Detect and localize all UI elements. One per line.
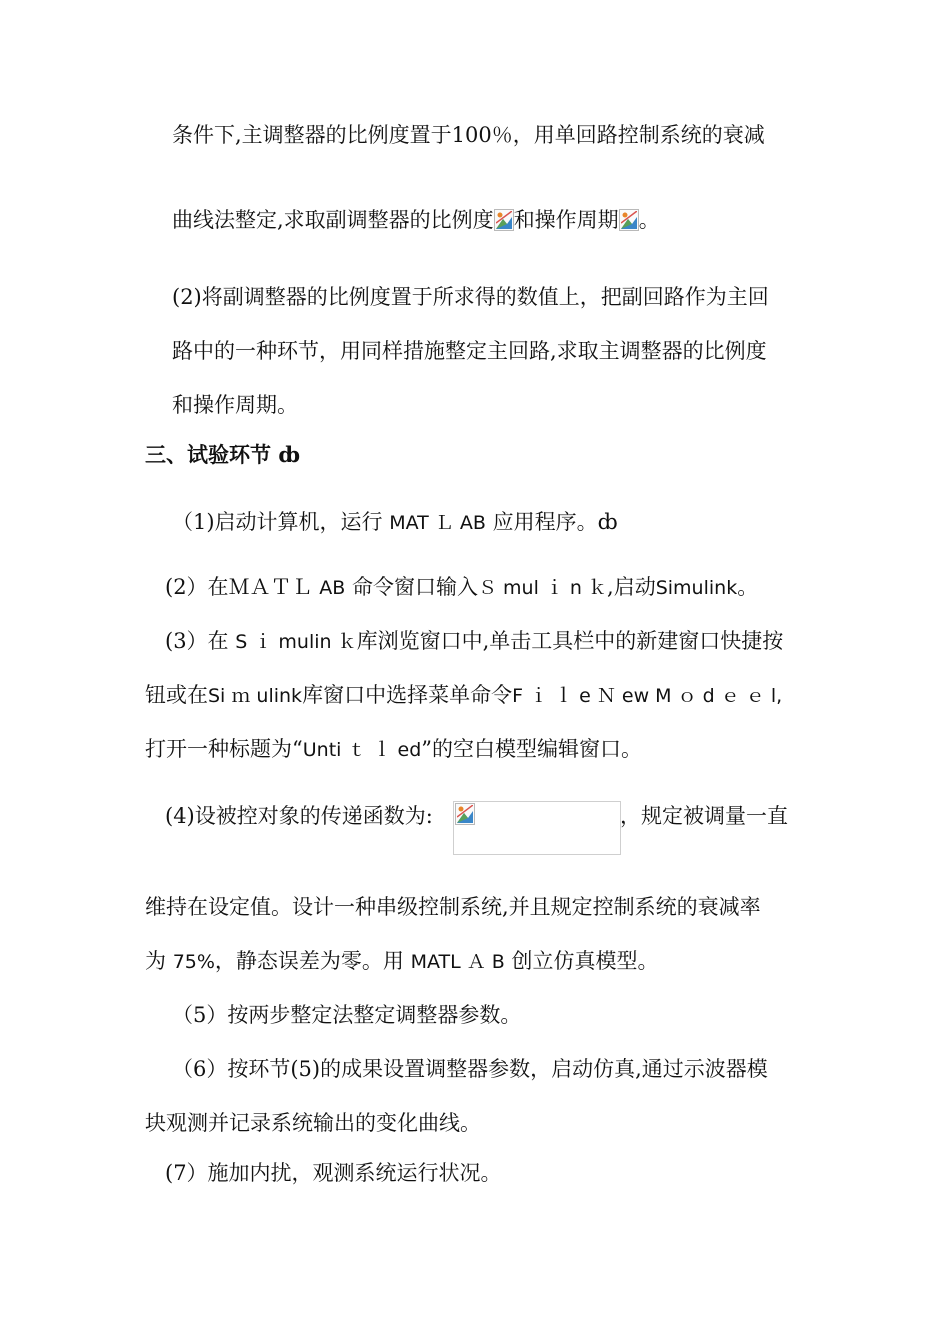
text: S ｉ mulin ｋ xyxy=(235,631,357,653)
text: (7）施加内扰，观测系统运行状况。 xyxy=(165,1161,502,1185)
transfer-function-image xyxy=(453,801,621,855)
paragraph-line xyxy=(172,121,765,149)
paragraph-line xyxy=(172,391,298,419)
text: 库窗口中选择菜单命令 xyxy=(302,683,513,707)
text: 打开一种标题为“ xyxy=(145,737,303,761)
step-2 xyxy=(165,573,758,602)
paragraph-line xyxy=(172,206,660,234)
text: 钮或在 xyxy=(145,683,208,707)
heading-text: 三、试验环节 xyxy=(145,442,271,467)
text: (2)将副调整器的比例度置于所求得的数值上，把副回路作为主回 xyxy=(172,285,769,309)
text: 库浏览窗口中,单击工具栏中的新建窗口快捷按 xyxy=(356,629,784,653)
text: AB xyxy=(319,577,346,599)
step-3 xyxy=(165,627,783,656)
text: (2）在 xyxy=(165,575,229,599)
text: (3）在 xyxy=(165,629,229,653)
paragraph-mark: ȸ xyxy=(278,442,300,467)
text: ”的空白模型编辑窗口。 xyxy=(421,737,643,761)
step-3-cont xyxy=(145,681,782,710)
text: ＭＡＴＬ xyxy=(228,575,313,599)
broken-image-icon xyxy=(619,209,639,231)
text: Ｓ mul ｉ n ｋ xyxy=(477,577,608,599)
text: 创立仿真模型。 xyxy=(511,949,659,973)
text: 路中的一种环节，用同样措施整定主回路,求取主调整器的比例度 xyxy=(172,339,767,363)
broken-image-icon xyxy=(494,209,514,231)
text: 块观测并记录系统输出的变化曲线。 xyxy=(145,1111,481,1135)
text: 应用程序。 xyxy=(492,510,598,534)
text: 曲线法整定,求取副调整器的比例度 xyxy=(172,208,494,232)
step-6-cont xyxy=(145,1109,481,1137)
paragraph-line xyxy=(172,283,769,311)
text: 75% xyxy=(172,951,215,973)
text: 。 xyxy=(638,208,660,232)
paragraph-mark: ȸ xyxy=(597,510,618,534)
text: ,启动 xyxy=(607,575,656,599)
text: 维持在设定值。设计一种串级控制系统,并且规定控制系统的衰减率 xyxy=(145,895,761,919)
step-7 xyxy=(165,1159,502,1187)
text: MATL Ａ B xyxy=(410,951,505,973)
step-4-cont xyxy=(145,947,659,976)
text: Simulink xyxy=(655,577,738,599)
text: ，静态误差为零。用 xyxy=(214,949,404,973)
step-3-cont xyxy=(145,735,642,764)
text: (4)设被控对象的传递函数为: xyxy=(165,804,433,828)
paragraph-line xyxy=(172,337,767,365)
text: ，规定被调量一直 xyxy=(620,804,788,828)
step-4-cont xyxy=(145,893,761,921)
text: 为 xyxy=(145,949,166,973)
text: （1)启动计算机，运行 xyxy=(172,510,383,534)
text: （6）按环节(5)的成果设置调整器参数，启动仿真,通过示波器模 xyxy=(172,1057,768,1081)
text: 命令窗口输入 xyxy=(351,575,478,599)
step-5 xyxy=(172,1001,521,1029)
text: 条件下,主调整器的比例度置于100％，用单回路控制系统的衰减 xyxy=(172,123,765,147)
broken-image-icon xyxy=(455,803,475,825)
step-6 xyxy=(172,1055,768,1083)
text: （5）按两步整定法整定调整器参数。 xyxy=(172,1003,522,1027)
text: Unti ｔ ｌ ed xyxy=(302,739,422,761)
text: F ｉ ｌ e Ｎ ew M ｏ d ｅ ｅ l, xyxy=(512,685,783,707)
text: MAT Ｌ AB xyxy=(389,512,486,534)
section-heading xyxy=(145,441,300,469)
text: 和操作周期 xyxy=(513,208,619,232)
text: Si ｍ ulink xyxy=(208,685,303,707)
step-4-tail xyxy=(620,802,788,830)
step-4 xyxy=(165,802,433,830)
text: 。 xyxy=(737,575,759,599)
text: 和操作周期。 xyxy=(172,393,298,417)
step-1 xyxy=(172,508,618,537)
